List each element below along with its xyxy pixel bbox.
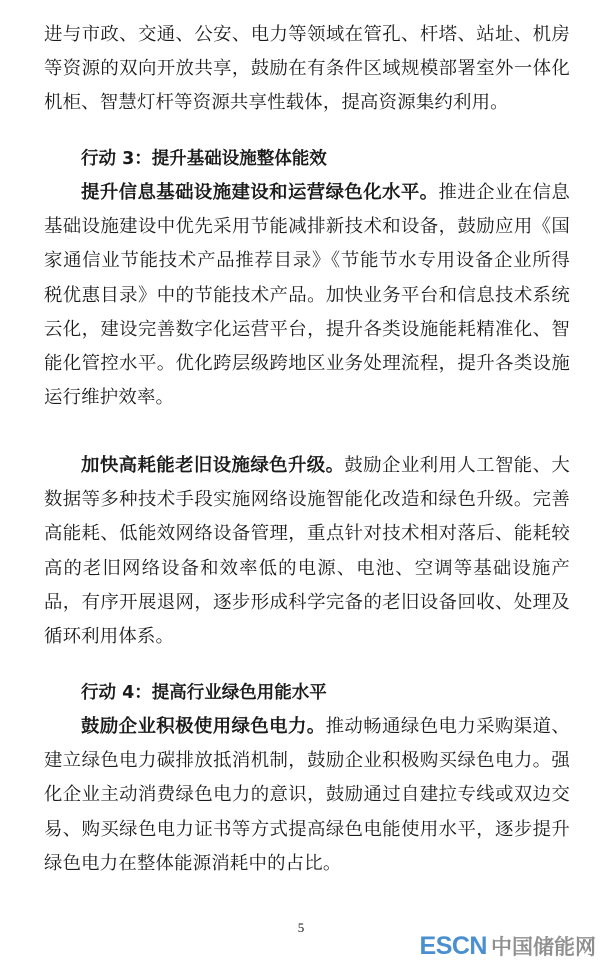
paragraph-body-text: 推动畅通绿色电力采购渠道、建立绿色电力碳排放抵消机制，鼓励企业积极购买绿色电力。强化企业主动消费绿色电力的意识，鼓励通过自建拉专线或双边交易、购买绿色电力证书等方式提高绿色电能使用水平，逐步提升绿色电力在整体能源消耗中的占比。: [44, 716, 570, 874]
heading-action-4: 行动 4：提高行业绿色用能水平: [81, 683, 327, 703]
logo-latin-text: ESCN: [419, 931, 487, 960]
heading-action-3: 行动 3：提升基础设施整体能效: [81, 149, 327, 169]
logo-cjk-text: 中国储能网: [491, 936, 596, 959]
escn-logo: [420, 930, 596, 962]
paragraph-lead-text: 提升信息基础设施建设和运营绿色化水平。: [81, 182, 439, 203]
paragraph-green-operation: [44, 176, 570, 415]
paragraph-green-power: [44, 710, 570, 881]
paragraph-body-text: 推进企业在信息基础设施建设中优先采用节能减排新技术和设备，鼓励应用《国家通信业节能技术产品推荐目录》《节能节水专用设备企业所得税优惠目录》中的节能技术产品。加快业务平台和信息技术系统云化，建设完善数字化运营平台，提升各类设施能耗精准化、智能化管控水平。优化跨层级跨地区业务处理流程，提升各类设施运行维护效率。: [44, 182, 570, 409]
paragraph-body-text: 鼓励企业利用人工智能、大数据等多种技术手段实施网络设施智能化改造和绿色升级。完善高能耗、低能效网络设备管理，重点针对技术相对落后、能耗较高的老旧网络设备和效率低的电源、电池、空调等基础设施产品，有序开展退网，逐步形成科学完备的老旧设备回收、处理及循环利用体系。: [44, 455, 570, 648]
paragraph-lead-text: 加快高耗能老旧设施绿色升级。: [81, 455, 345, 476]
paragraph-resource-sharing: 进与市政、交通、公安、电力等领域在管孔、杆塔、站址、机房等资源的双向开放共享，鼓励在有条件区域规模部署室外一体化机柜、智慧灯杆等资源共享性载体，提高资源集约利用。: [44, 24, 570, 114]
paragraph-lead-text: 鼓励企业积极使用绿色电力。: [81, 716, 326, 737]
paragraph-legacy-upgrade: [44, 449, 570, 654]
page-number: 5: [297, 920, 305, 935]
